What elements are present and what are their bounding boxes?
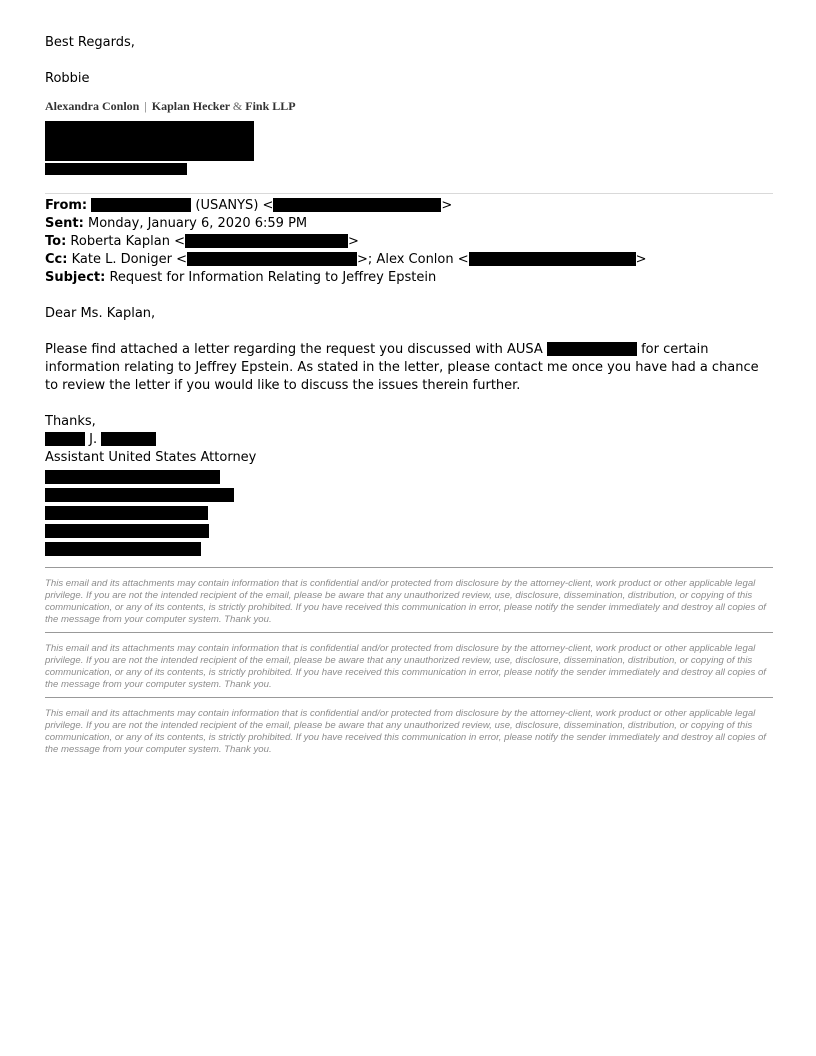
sender-initial: J. — [89, 432, 98, 447]
redaction-from-email — [273, 198, 441, 212]
email-document — [45, 34, 773, 762]
sent-line — [45, 215, 773, 233]
signature-firm-part1: Kaplan Hecker — [151, 99, 230, 113]
closing-regards: Best Regards, — [45, 35, 135, 50]
redaction-from-name — [91, 198, 191, 212]
cc-sep: >; Alex Conlon < — [357, 252, 469, 267]
redaction-contact-line-3 — [45, 506, 208, 520]
from-line — [45, 197, 773, 215]
redaction-sender-last — [101, 432, 156, 446]
paragraph-part2: for certain information relating to Jeffrey Epstein. As stated in the letter, please contact me once you have had a chance to review the letter if you would like to discuss the issues therein further. — [45, 342, 759, 393]
cc-close: > — [635, 252, 647, 267]
cc-label: Cc: — [45, 252, 68, 267]
greeting: Dear Ms. Kaplan, — [45, 306, 156, 321]
redaction-to-email — [185, 234, 348, 248]
sender-name-line — [45, 431, 773, 449]
redaction-contact-line-4 — [45, 524, 209, 538]
subject-line — [45, 269, 773, 287]
disclaimer-text-3: This email and its attachments may contain information that is confidential and/or protected from disclosure by the attorney-client, work product or other applicable legal privilege. If you are not the intended recipient of the email, please be aware that any unauthorized review, use, disclosure, dissemination, distribution, or copying of this communication, or any of its contents, is strictly prohibited. If you have received this communication in error, please notify the sender immediately and destroy all copies of the message from your computer system. Thank you. — [45, 708, 766, 755]
message-paragraph — [45, 341, 775, 395]
signature-separator: | — [144, 99, 147, 113]
redaction-contact-line-1 — [45, 470, 220, 484]
from-org: (USANYS) < — [195, 198, 274, 213]
sender-title: Assistant United States Attorney — [45, 450, 257, 465]
closing-name: Robbie — [45, 71, 90, 86]
cc-line — [45, 251, 773, 269]
redaction-ausa-name — [547, 342, 637, 356]
from-close: > — [441, 198, 453, 213]
redaction-signature-line — [45, 163, 187, 175]
sent-label: Sent: — [45, 216, 84, 231]
redaction-cc-email1 — [187, 252, 357, 266]
sent-value: Monday, January 6, 2020 6:59 PM — [88, 216, 308, 231]
firm-signature — [45, 97, 773, 115]
disclaimer-text-2: This email and its attachments may contain information that is confidential and/or protected from disclosure by the attorney-client, work product or other applicable legal privilege. If you are not the intended recipient of the email, please be aware that any unauthorized review, use, disclosure, dissemination, distribution, or copying of this communication, or any of its contents, is strictly prohibited. If you have received this communication in error, please notify the sender immediately and destroy all copies of the message from your computer system. Thank you. — [45, 643, 766, 690]
signature-firm-part2: Fink LLP — [245, 99, 296, 113]
redaction-contact-line-2 — [45, 488, 234, 502]
signature-person: Alexandra Conlon — [45, 99, 140, 113]
subject-value: Request for Information Relating to Jeffrey Epstein — [109, 270, 437, 285]
to-close: > — [347, 234, 359, 249]
cc-name1: Kate L. Doniger < — [71, 252, 188, 267]
redaction-signature-block — [45, 121, 254, 161]
redaction-cc-email2 — [469, 252, 636, 266]
to-label: To: — [45, 234, 67, 249]
signature-ampersand: & — [232, 99, 243, 113]
redaction-contact-line-5 — [45, 542, 201, 556]
paragraph-part1: Please find attached a letter regarding the request you discussed with AUSA — [45, 342, 543, 357]
subject-label: Subject: — [45, 270, 106, 285]
redaction-sender-first — [45, 432, 85, 446]
from-label: From: — [45, 198, 88, 213]
to-name: Roberta Kaplan < — [70, 234, 185, 249]
to-line — [45, 233, 773, 251]
thanks: Thanks, — [45, 414, 96, 429]
disclaimer-text-1: This email and its attachments may contain information that is confidential and/or protected from disclosure by the attorney-client, work product or other applicable legal privilege. If you are not the intended recipient of the email, please be aware that any unauthorized review, use, disclosure, dissemination, distribution, or copying of this communication, or any of its contents, is strictly prohibited. If you have received this communication in error, please notify the sender immediately and destroy all copies of the message from your computer system. Thank you. — [45, 578, 766, 625]
